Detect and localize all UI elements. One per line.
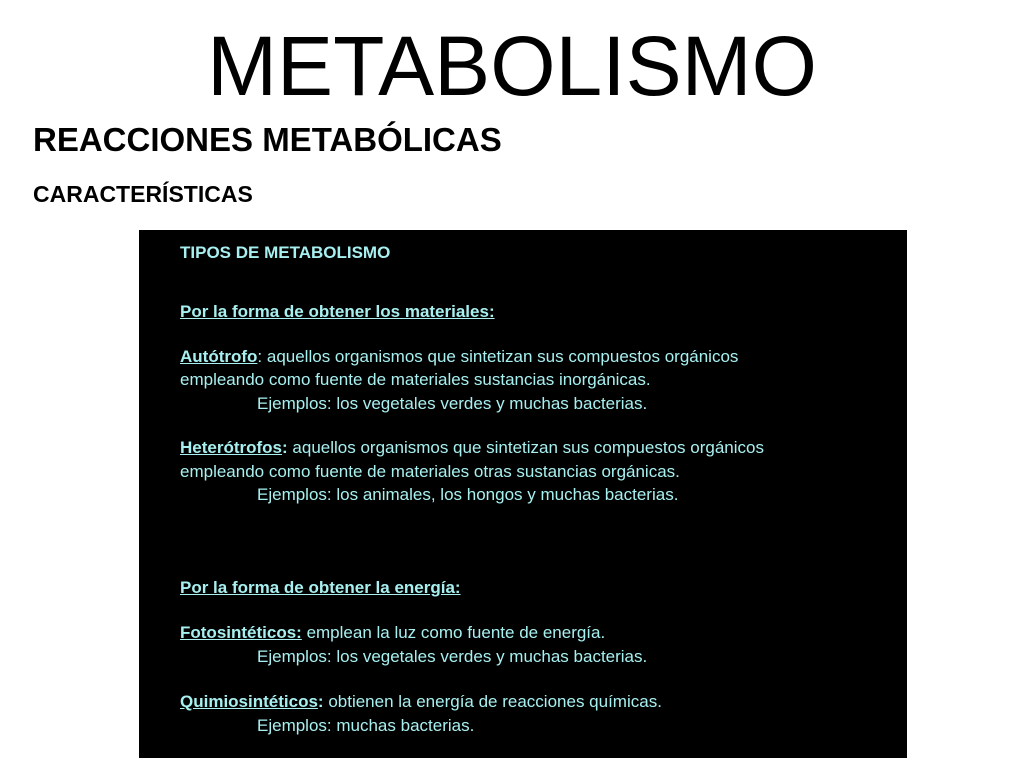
quimiosinteticos-definition: [180, 691, 662, 713]
fotosinteticos-definition: [180, 622, 605, 644]
materials-section-heading: Por la forma de obtener los materiales:: [180, 302, 495, 321]
autotrofo-term: Autótrofo: [180, 347, 258, 366]
autotrofo-definition-line1: [180, 346, 738, 368]
autotrofo-definition-start: : aquellos organismos que sintetizan sus compuestos orgánicos: [257, 347, 739, 366]
quimiosinteticos-colon: :: [317, 692, 324, 711]
heterotrofos-term: Heterótrofos: [180, 438, 283, 457]
quimiosinteticos-term: Quimiosintéticos: [180, 692, 318, 711]
slide-subtitle: REACCIONES METABÓLICAS: [33, 121, 502, 158]
energy-section-heading: Por la forma de obtener la energía:: [180, 578, 461, 597]
quimiosinteticos-examples-value: muchas bacterias.: [331, 716, 475, 735]
fotosinteticos-definition-text: emplean la luz como fuente de energía.: [301, 623, 606, 642]
fotosinteticos-term: Fotosintéticos:: [180, 623, 302, 642]
autotrofo-definition-line2: empleando como fuente de materiales sustancias inorgánicas.: [180, 370, 651, 389]
heterotrofos-definition-line2: empleando como fuente de materiales otras sustancias orgánicas.: [180, 462, 680, 481]
slide-subsubtitle: CARACTERÍSTICAS: [33, 181, 253, 207]
heterotrofos-examples: Ejemplos: los animales, los hongos y muchas bacterias.: [257, 485, 679, 504]
fotosinteticos-examples: Ejemplos: los vegetales verdes y muchas bacterias.: [257, 647, 648, 666]
quimiosinteticos-examples-label: Ejemplos:: [257, 716, 332, 735]
heterotrofos-definition-line1: [180, 437, 764, 459]
panel-heading: TIPOS DE METABOLISMO: [180, 243, 391, 262]
quimiosinteticos-definition-text: obtienen la energía de reacciones químicas.: [323, 692, 662, 711]
metabolism-types-panel: [139, 230, 907, 758]
quimiosinteticos-examples: [257, 715, 474, 737]
autotrofo-examples: Ejemplos: los vegetales verdes y muchas bacterias.: [257, 394, 648, 413]
heterotrofos-colon: :: [282, 438, 288, 457]
slide-title: METABOLISMO: [207, 19, 817, 113]
heterotrofos-definition-start: aquellos organismos que sintetizan sus compuestos orgánicos: [287, 438, 764, 457]
